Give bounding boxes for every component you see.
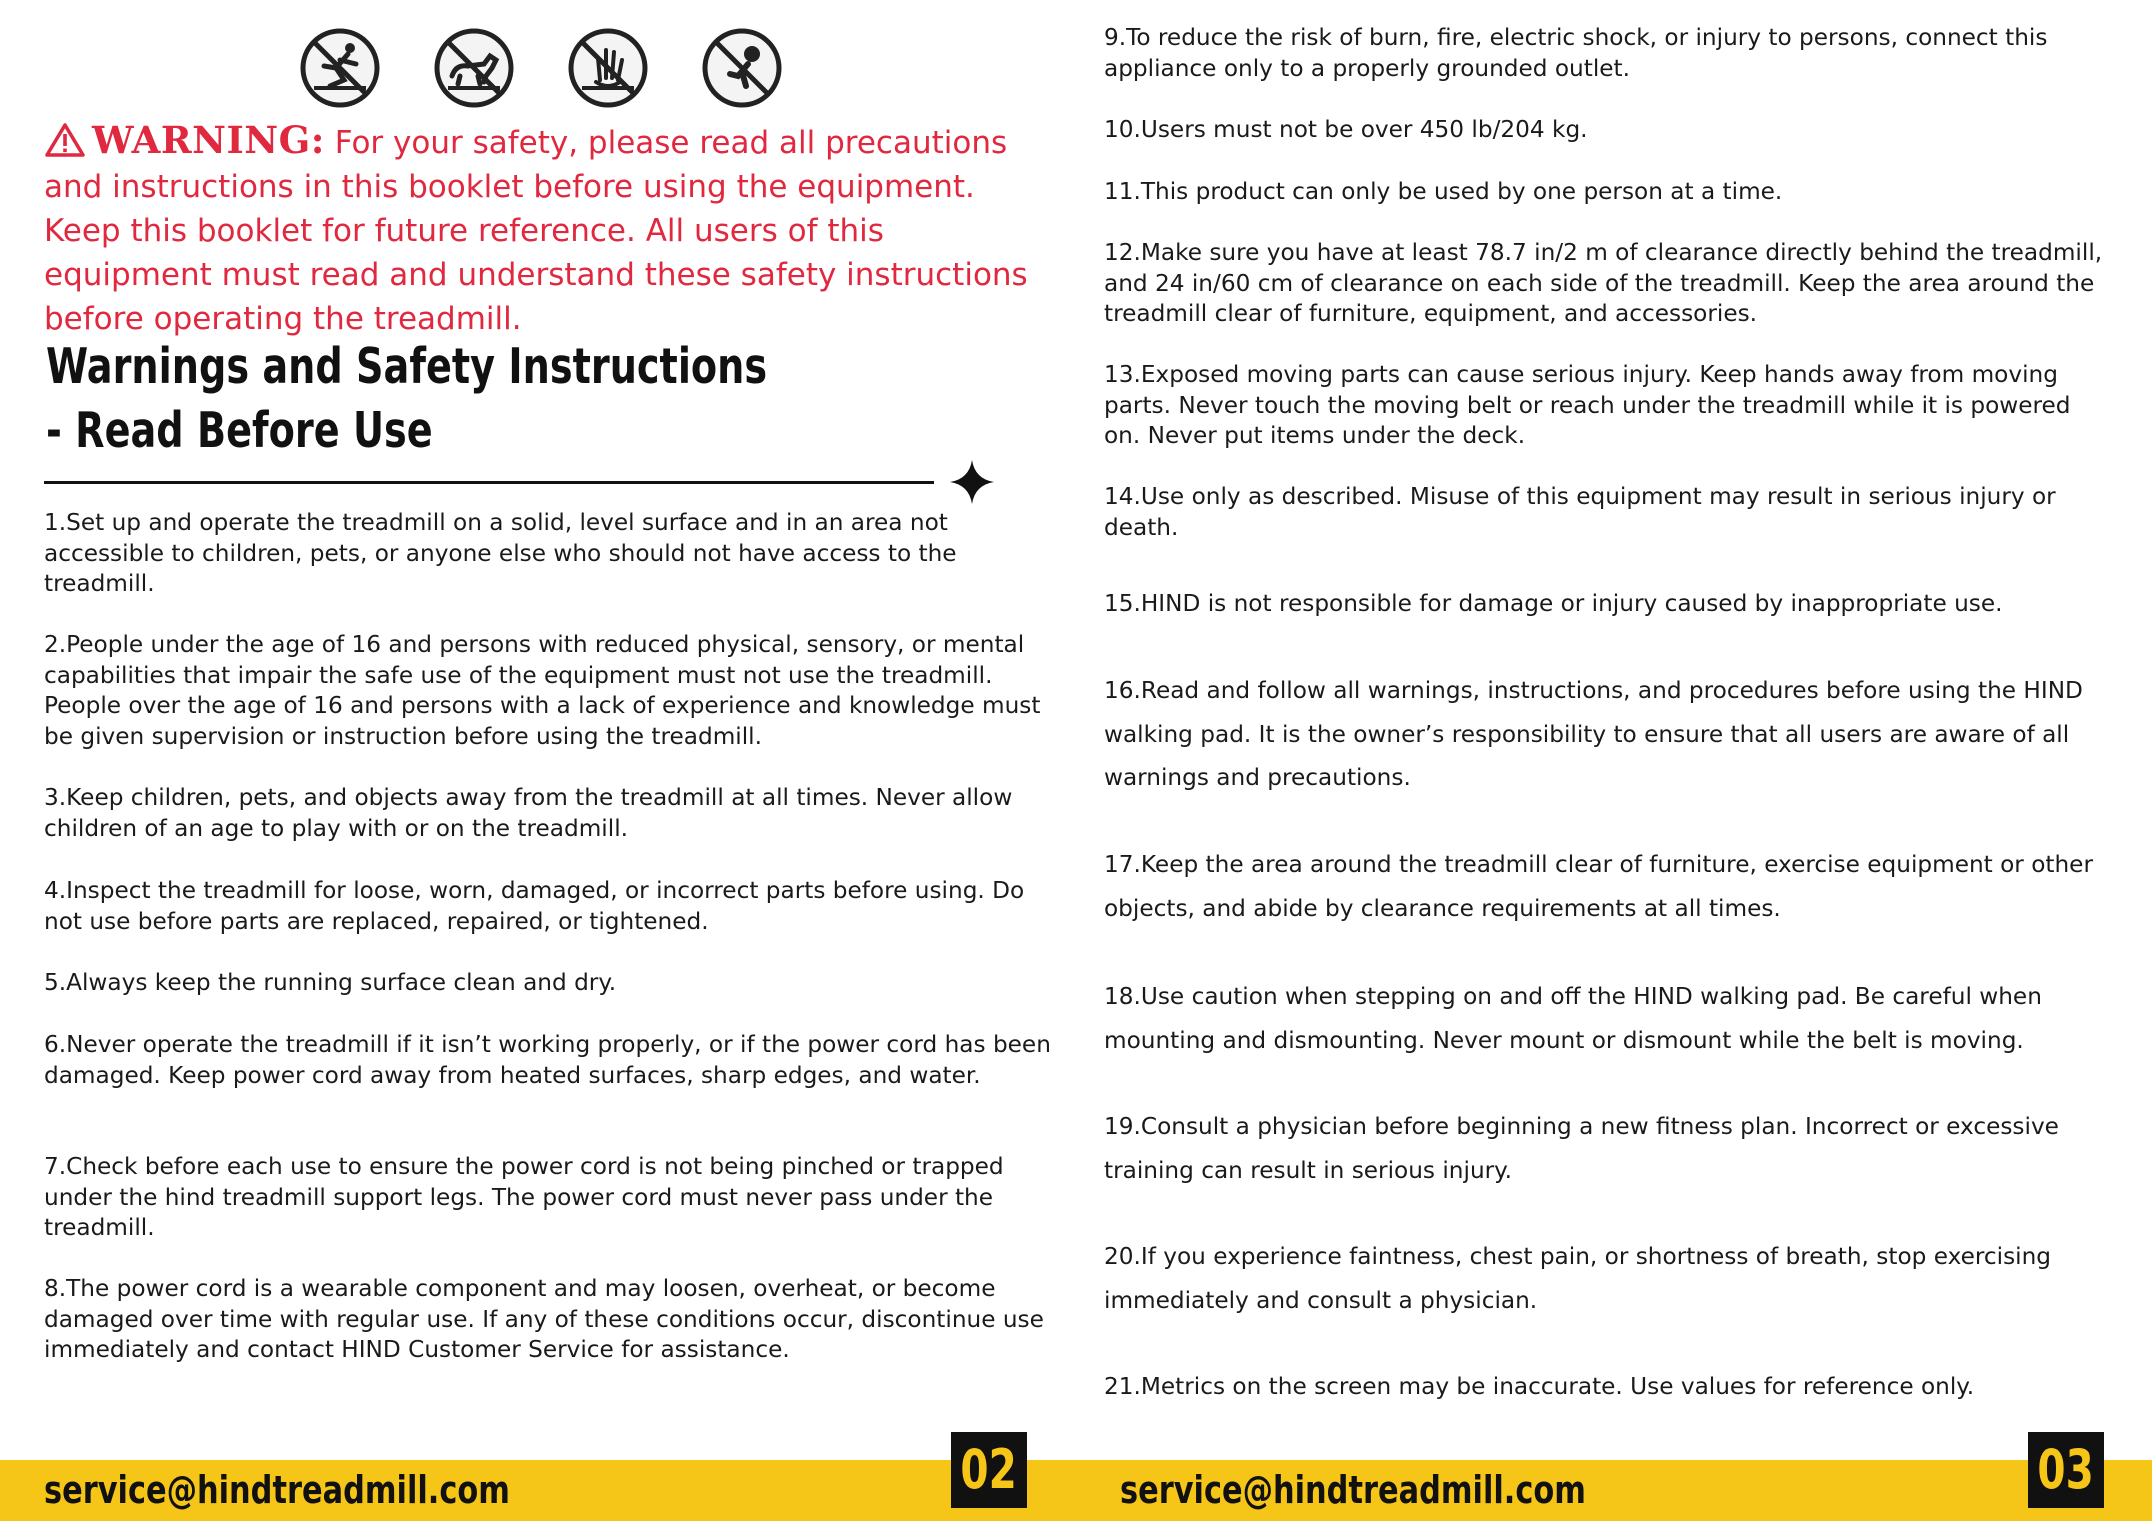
list-item: 17.Keep the area around the treadmill clear of furniture, exercise equipment or other objects, and abide by clearance requirements at all times. — [1104, 851, 2093, 922]
list-item: 4.Inspect the treadmill for loose, worn, damaged, or incorrect parts before using. Do not use before parts are replaced, repaired, or tightened. — [44, 877, 1025, 935]
warning-label: WARNING: — [92, 118, 325, 162]
warning-text: For your safety, please read all precautions and instructions in this booklet before using the equipment. Keep this booklet for future reference. All users of this equipment must read and understand these safety instructions before operating the treadmill. — [44, 125, 1028, 337]
list-item: 6.Never operate the treadmill if it isn’t working properly, or if the power cord has been damaged. Keep power cord away from heated surfaces, sharp edges, and water. — [44, 1031, 1051, 1089]
no-children-icon — [702, 28, 782, 108]
footer-email: service@hindtreadmill.com — [44, 1468, 510, 1512]
list-item: 5.Always keep the running surface clean and dry. — [44, 969, 617, 996]
warning-block — [44, 118, 1029, 341]
prohibition-icons — [300, 28, 782, 108]
heading-line-1: Warnings and Safety Instructions — [46, 338, 768, 395]
list-item: 16.Read and follow all warnings, instructions, and procedures before using the HIND walking pad. It is the owner’s responsibility to ensure that all users are aware of all warnings and precautions. — [1104, 677, 2083, 791]
page-number: 03 — [2028, 1432, 2104, 1508]
list-item: 3.Keep children, pets, and objects away from the treadmill at all times. Never allow children of an age to play with or on the treadmill. — [44, 784, 1013, 842]
no-slipping-icon — [300, 28, 380, 108]
no-hands-icon — [568, 28, 648, 108]
list-item: 19.Consult a physician before beginning a new fitness plan. Incorrect or excessive training can result in serious injury. — [1104, 1113, 2059, 1184]
list-item: 10.Users must not be over 450 lb/204 kg. — [1104, 116, 1588, 143]
list-item: 13.Exposed moving parts can cause serious injury. Keep hands away from moving parts. Never touch the moving belt or reach under the treadmill while it is powered on. Never put items under the deck. — [1104, 361, 2071, 449]
page-heading — [46, 335, 767, 463]
list-item: 12.Make sure you have at least 78.7 in/2 m of clearance directly behind the treadmill, and 24 in/60 cm of clearance on each side of the treadmill. Keep the area around the treadmill clear of furniture, equipment, and accessories. — [1104, 239, 2103, 327]
footer-email: service@hindtreadmill.com — [1120, 1468, 1586, 1512]
sparkle-icon — [950, 460, 994, 504]
list-item: 18.Use caution when stepping on and off the HIND walking pad. Be careful when mounting and dismounting. Never mount or dismount while the belt is moving. — [1104, 983, 2042, 1054]
list-item: 11.This product can only be used by one person at a time. — [1104, 178, 1783, 205]
list-item: 14.Use only as described. Misuse of this equipment may result in serious injury or death. — [1104, 483, 2056, 541]
list-item: 2.People under the age of 16 and persons with reduced physical, sensory, or mental capabilities that impair the safe use of the equipment must not use the treadmill. People over the age of 16 and persons with a lack of experience and knowledge must be given supervision or instruction before using the treadmill. — [44, 631, 1041, 750]
list-item: 7.Check before each use to ensure the power cord is not being pinched or trapped under the hind treadmill support legs. The power cord must never pass under the treadmill. — [44, 1153, 1004, 1241]
heading-divider — [44, 481, 934, 484]
list-item: 20.If you experience faintness, chest pain, or shortness of breath, stop exercising immediately and consult a physician. — [1104, 1243, 2052, 1314]
no-pets-icon — [434, 28, 514, 108]
list-item: 21.Metrics on the screen may be inaccurate. Use values for reference only. — [1104, 1373, 1975, 1400]
list-item: 1.Set up and operate the treadmill on a solid, level surface and in an area not accessible to children, pets, or anyone else who should not have access to the treadmill. — [44, 509, 957, 597]
warning-triangle-icon — [44, 122, 86, 158]
list-item: 8.The power cord is a wearable component and may loosen, overheat, or become damaged over time with regular use. If any of these conditions occur, discontinue use immediately and contact HIND Customer Service for assistance. — [44, 1275, 1044, 1363]
page-number: 02 — [951, 1432, 1027, 1508]
list-item: 9.To reduce the risk of burn, fire, electric shock, or injury to persons, connect this appliance only to a properly grounded outlet. — [1104, 24, 2048, 82]
heading-line-2: - Read Before Use — [46, 402, 433, 459]
list-item: 15.HIND is not responsible for damage or injury caused by inappropriate use. — [1104, 590, 2003, 617]
